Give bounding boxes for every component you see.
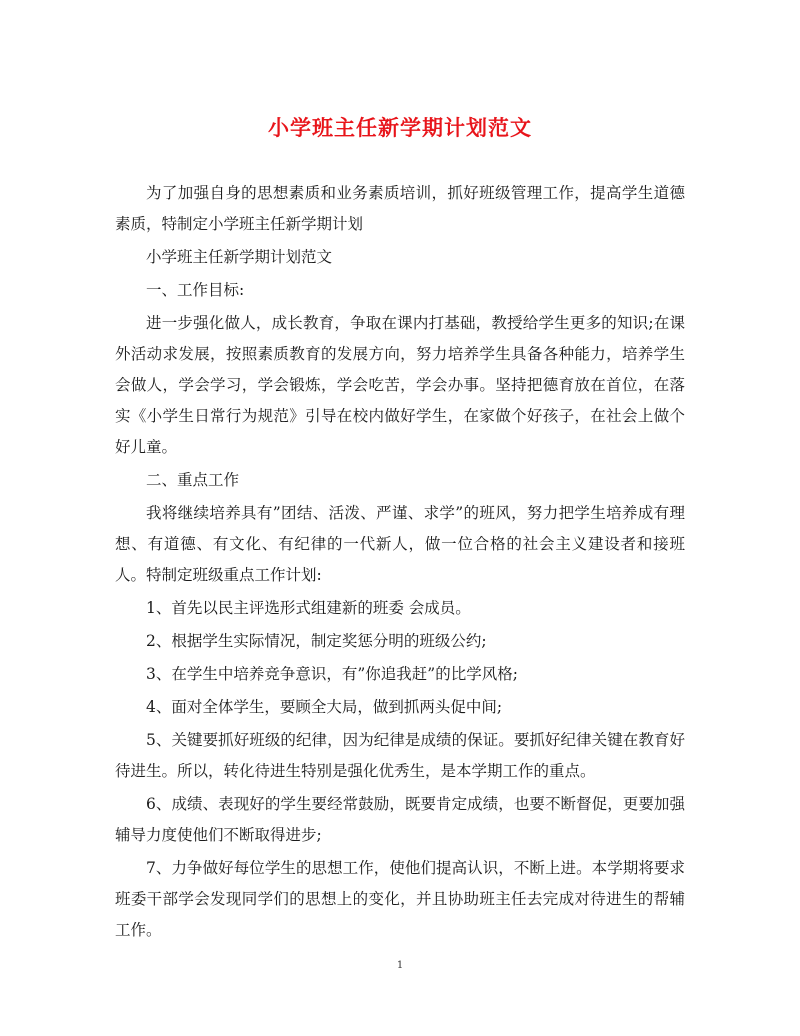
document-title: 小学班主任新学期计划范文 — [268, 116, 532, 140]
list-item: 1、首先以民主评选形式组建新的班委 会成员。 — [146, 599, 471, 617]
list-item: 7、力争做好每位学生的思想工作，使他们提高认识，不断上进。本学期将要求班委干部学会发现同学们的思想上的变化，并且协助班主任去完成对待进生的帮辅工作。 — [115, 859, 685, 939]
subtitle-paragraph: 小学班主任新学期计划范文 — [146, 248, 333, 266]
section-heading-key-work: 二、重点工作 — [146, 471, 240, 489]
section-heading-goals: 一、工作目标: — [146, 281, 245, 299]
document-body — [115, 178, 685, 948]
intro-paragraph: 为了加强自身的思想素质和业务素质培训，抓好班级管理工作，提高学生道德素质，特制定小学班主任新学期计划 — [115, 184, 685, 233]
list-item: 2、根据学生实际情况，制定奖惩分明的班级公约; — [146, 632, 487, 650]
list-item: 5、关键要抓好班级的纪律，因为纪律是成绩的保证。要抓好纪律关键在教育好待进生。所以，转化待进生特别是强化优秀生，是本学期工作的重点。 — [115, 731, 685, 780]
key-work-paragraph: 我将继续培养具有”团结、活泼、严谨、求学”的班风，努力把学生培养成有理想、有道德、有文化、有纪律的一代新人，做一位合格的社会主义建设者和接班人。特制定班级重点工作计划: — [115, 504, 685, 584]
list-item: 4、面对全体学生，要顾全大局，做到抓两头促中间; — [146, 698, 503, 716]
list-item: 3、在学生中培养竞争意识，有”你追我赶”的比学风格; — [146, 665, 518, 683]
list-item: 6、成绩、表现好的学生要经常鼓励，既要肯定成绩，也要不断督促，更要加强辅导力度使他们不断取得进步; — [115, 795, 685, 844]
page-number: 1 — [396, 960, 404, 971]
goals-paragraph: 进一步强化做人，成长教育，争取在课内打基础，教授给学生更多的知识;在课外活动求发展，按照素质教育的发展方向，努力培养学生具备各种能力，培养学生会做人，学会学习，学会锻炼，学会吃苦，学会办事。坚持把德育放在首位，在落实《小学生日常行为规范》引导在校内做好学生，在家做个好孩子，在社会上做个好儿童。 — [115, 314, 685, 456]
